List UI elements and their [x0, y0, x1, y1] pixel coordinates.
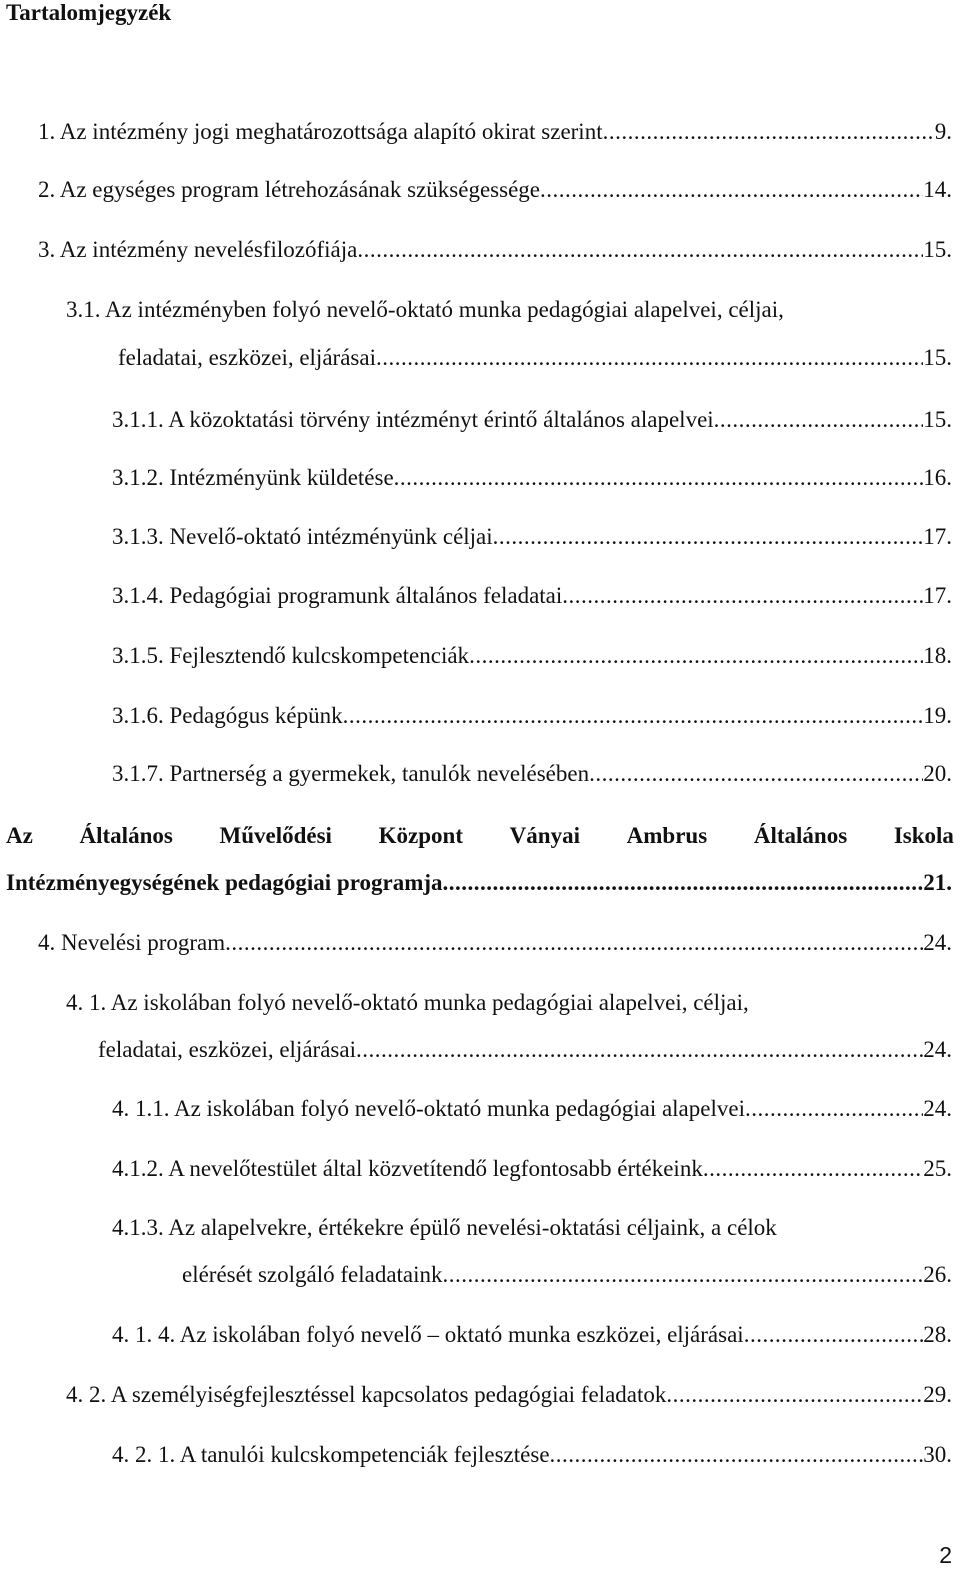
- toc-entry-text: feladatai, eszközei, eljárásai: [98, 1037, 356, 1062]
- toc-entry[interactable]: [112, 464, 952, 492]
- toc-leader-dots: [666, 1381, 923, 1409]
- toc-entry-text: 4.1.2. A nevelőtestület által közvetítendő legfontosabb értékeink: [112, 1156, 703, 1181]
- toc-entry-page: 24.: [923, 1037, 952, 1062]
- toc-entry[interactable]: [38, 176, 952, 204]
- toc-word: Általános: [753, 823, 848, 848]
- toc-entry[interactable]: [112, 760, 952, 788]
- toc-title: Tartalomjegyzék: [6, 0, 172, 25]
- toc-entry[interactable]: [112, 702, 952, 730]
- toc-word: Az: [6, 823, 33, 848]
- toc-word: Központ: [378, 823, 463, 848]
- toc-entry-page: 17.: [923, 583, 952, 608]
- toc-word: Ambrus: [626, 823, 708, 848]
- toc-entry[interactable]: [38, 236, 952, 264]
- toc-entry-page: 15.: [923, 345, 952, 370]
- toc-leader-dots: [225, 929, 923, 957]
- toc-leader-dots: [376, 344, 923, 372]
- toc-entry[interactable]: [112, 582, 952, 610]
- page-number: 2: [939, 1542, 952, 1568]
- toc-entry-text: 1. Az intézmény jogi meghatározottsága alapító okirat szerint: [38, 119, 603, 144]
- toc-entry-text: 3.1.4. Pedagógiai programunk általános feladatai: [112, 583, 563, 608]
- toc-entry-page: 28.: [923, 1322, 952, 1347]
- toc-entry-page: 30.: [923, 1442, 952, 1467]
- toc-entry[interactable]: [112, 642, 952, 670]
- toc-entry-line[interactable]: 4.1.3. Az alapelvekre, értékekre épülő nevelési-oktatási céljaink, a célok: [112, 1215, 777, 1240]
- toc-word: Általános: [79, 823, 173, 848]
- toc-entry-page: 26.: [923, 1262, 952, 1287]
- toc-leader-dots: [469, 642, 923, 670]
- toc-entry[interactable]: [38, 929, 952, 957]
- toc-entry[interactable]: [112, 523, 952, 551]
- toc-entry-text: 3.1.5. Fejlesztendő kulcskompetenciák: [112, 643, 470, 668]
- toc-entry-text: elérését szolgáló feladataink: [182, 1262, 443, 1287]
- toc-entry-line-bold[interactable]: [6, 822, 954, 850]
- toc-entry[interactable]: [112, 406, 952, 434]
- toc-entry[interactable]: [66, 1381, 952, 1409]
- toc-entry-page: 17.: [923, 524, 952, 549]
- toc-entry-page: 14.: [923, 177, 952, 202]
- toc-entry[interactable]: [118, 344, 952, 372]
- toc-entry-text: 3.1.3. Nevelő-oktató intézményünk céljai: [112, 524, 493, 549]
- toc-leader-dots: [714, 406, 924, 434]
- toc-leader-dots: [443, 1261, 924, 1289]
- toc-entry[interactable]: [112, 1155, 952, 1183]
- toc-leader-dots: [745, 1095, 923, 1123]
- toc-leader-dots: [356, 1036, 923, 1064]
- toc-entry-text: 2. Az egységes program létrehozásának szükségessége: [38, 177, 540, 202]
- toc-entry-line[interactable]: 4. 1. Az iskolában folyó nevelő-oktató munka pedagógiai alapelvei, céljai,: [66, 990, 749, 1015]
- toc-word: Ványai: [509, 823, 580, 848]
- toc-leader-dots: [443, 869, 924, 897]
- toc-leader-dots: [562, 582, 923, 610]
- toc-leader-dots: [703, 1155, 923, 1183]
- toc-entry-text: 4. 2. 1. A tanulói kulcskompetenciák fejlesztése: [112, 1442, 550, 1467]
- toc-entry-text: 3.1.2. Intézményünk küldetése: [112, 465, 394, 490]
- toc-leader-dots: [394, 464, 924, 492]
- toc-leader-dots: [589, 760, 923, 788]
- toc-entry-text: 3.1.6. Pedagógus képünk: [112, 703, 343, 728]
- toc-leader-dots: [357, 236, 923, 264]
- toc-entry-text: 3.1.1. A közoktatási törvény intézményt érintő általános alapelvei: [112, 407, 714, 432]
- toc-entry-text: 4. 1.1. Az iskolában folyó nevelő-oktató munka pedagógiai alapelvei: [112, 1096, 745, 1121]
- toc-entry-page: 29.: [923, 1382, 952, 1407]
- toc-entry-page: 16.: [923, 465, 952, 490]
- toc-entry-page: 19.: [923, 703, 952, 728]
- toc-entry-text: 4. Nevelési program: [38, 930, 226, 955]
- toc-entry-text: 4. 1. 4. Az iskolában folyó nevelő – oktató munka eszközei, eljárásai: [112, 1322, 744, 1347]
- toc-leader-dots: [493, 523, 924, 551]
- toc-entry-page: 15.: [923, 407, 952, 432]
- toc-entry-text: 3. Az intézmény nevelésfilozófiája: [38, 237, 358, 262]
- toc-leader-dots: [550, 1441, 924, 1469]
- toc-entry-page: 24.: [923, 1096, 952, 1121]
- toc-entry-text: Intézményegységének pedagógiai programja: [6, 870, 443, 895]
- toc-word: Művelődési: [219, 823, 332, 848]
- toc-entry[interactable]: [98, 1036, 952, 1064]
- toc-entry-page: 15.: [923, 237, 952, 262]
- toc-entry-text: 4. 2. A személyiségfejlesztéssel kapcsolatos pedagógiai feladatok: [66, 1382, 667, 1407]
- toc-entry-page: 25.: [923, 1156, 952, 1181]
- toc-leader-dots: [540, 176, 923, 204]
- toc-entry[interactable]: [182, 1261, 952, 1289]
- toc-entry-line[interactable]: 3.1. Az intézményben folyó nevelő-oktató munka pedagógiai alapelvei, céljai,: [66, 297, 784, 322]
- toc-entry[interactable]: [112, 1095, 952, 1123]
- toc-entry[interactable]: [112, 1321, 952, 1349]
- toc-entry-page: 18.: [923, 643, 952, 668]
- toc-entry[interactable]: [38, 118, 952, 146]
- toc-word: Iskola: [893, 823, 954, 848]
- toc-leader-dots: [343, 702, 924, 730]
- toc-leader-dots: [603, 118, 935, 146]
- toc-entry-page: 9.: [934, 119, 952, 144]
- toc-leader-dots: [744, 1321, 924, 1349]
- toc-entry-page: 21.: [923, 870, 952, 895]
- toc-entry-text: feladatai, eszközei, eljárásai: [118, 345, 376, 370]
- toc-entry[interactable]: [6, 869, 952, 897]
- toc-entry-page: 24.: [923, 930, 952, 955]
- toc-entry-page: 20.: [923, 761, 952, 786]
- toc-entry[interactable]: [112, 1441, 952, 1469]
- toc-entry-text: 3.1.7. Partnerség a gyermekek, tanulók nevelésében: [112, 761, 590, 786]
